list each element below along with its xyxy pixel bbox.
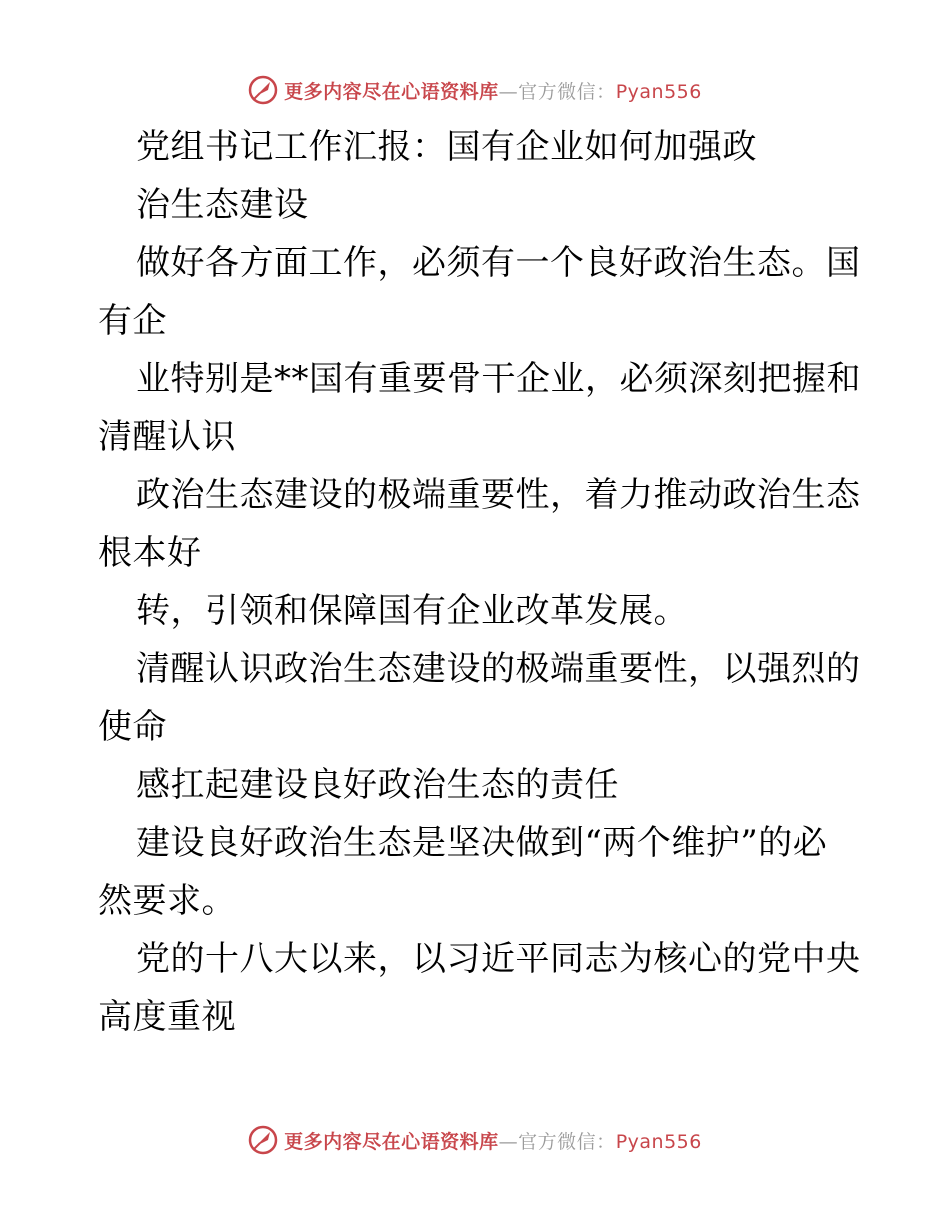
paragraph-line: 转，引领和保障国有企业改革发展。 — [136, 591, 688, 631]
watermark-content — [248, 1125, 702, 1155]
paragraph-line: 根本好 — [98, 533, 202, 573]
paragraph-line: 党的十八大以来，以习近平同志为核心的党中央 — [136, 939, 861, 979]
watermark-wechat-label: —官方微信： — [498, 1130, 616, 1153]
paragraph-line: 清醒认识 — [98, 417, 236, 457]
paragraph-line: 然要求。 — [98, 881, 236, 921]
watermark-wechat-id: Pyan556 — [615, 1130, 702, 1153]
watermark-site-name: 更多内容尽在心语资料库 — [284, 1130, 499, 1153]
watermark-content — [248, 75, 702, 105]
paragraph-line: 有企 — [98, 301, 167, 341]
paragraph-line: 建设良好政治生态是坚决做到“两个维护”的必 — [136, 823, 828, 863]
paragraph-line: 清醒认识政治生态建设的极端重要性，以强烈的 — [136, 649, 861, 689]
paragraph-line: 高度重视 — [98, 997, 236, 1037]
watermark-wechat-label: —官方微信： — [498, 80, 616, 103]
quill-logo-icon — [248, 1125, 278, 1155]
paragraph-line: 做好各方面工作，必须有一个良好政治生态。国 — [136, 243, 861, 283]
watermark-site-name: 更多内容尽在心语资料库 — [284, 80, 499, 103]
title-line-2: 治生态建设 — [136, 185, 309, 225]
title-line-1: 党组书记工作汇报：国有企业如何加强政 — [136, 127, 757, 167]
watermark-text — [284, 77, 702, 104]
watermark-text — [284, 1127, 702, 1154]
header-watermark — [0, 70, 950, 110]
quill-logo-icon — [248, 75, 278, 105]
paragraph-line: 感扛起建设良好政治生态的责任 — [136, 765, 619, 805]
paragraph-line: 政治生态建设的极端重要性，着力推动政治生态 — [136, 475, 861, 515]
watermark-wechat-id: Pyan556 — [615, 80, 702, 103]
paragraph-line: 业特别是**国有重要骨干企业，必须深刻把握和 — [136, 359, 861, 399]
document-body — [98, 118, 861, 1046]
footer-watermark — [0, 1120, 950, 1160]
paragraph-line: 使命 — [98, 707, 167, 747]
